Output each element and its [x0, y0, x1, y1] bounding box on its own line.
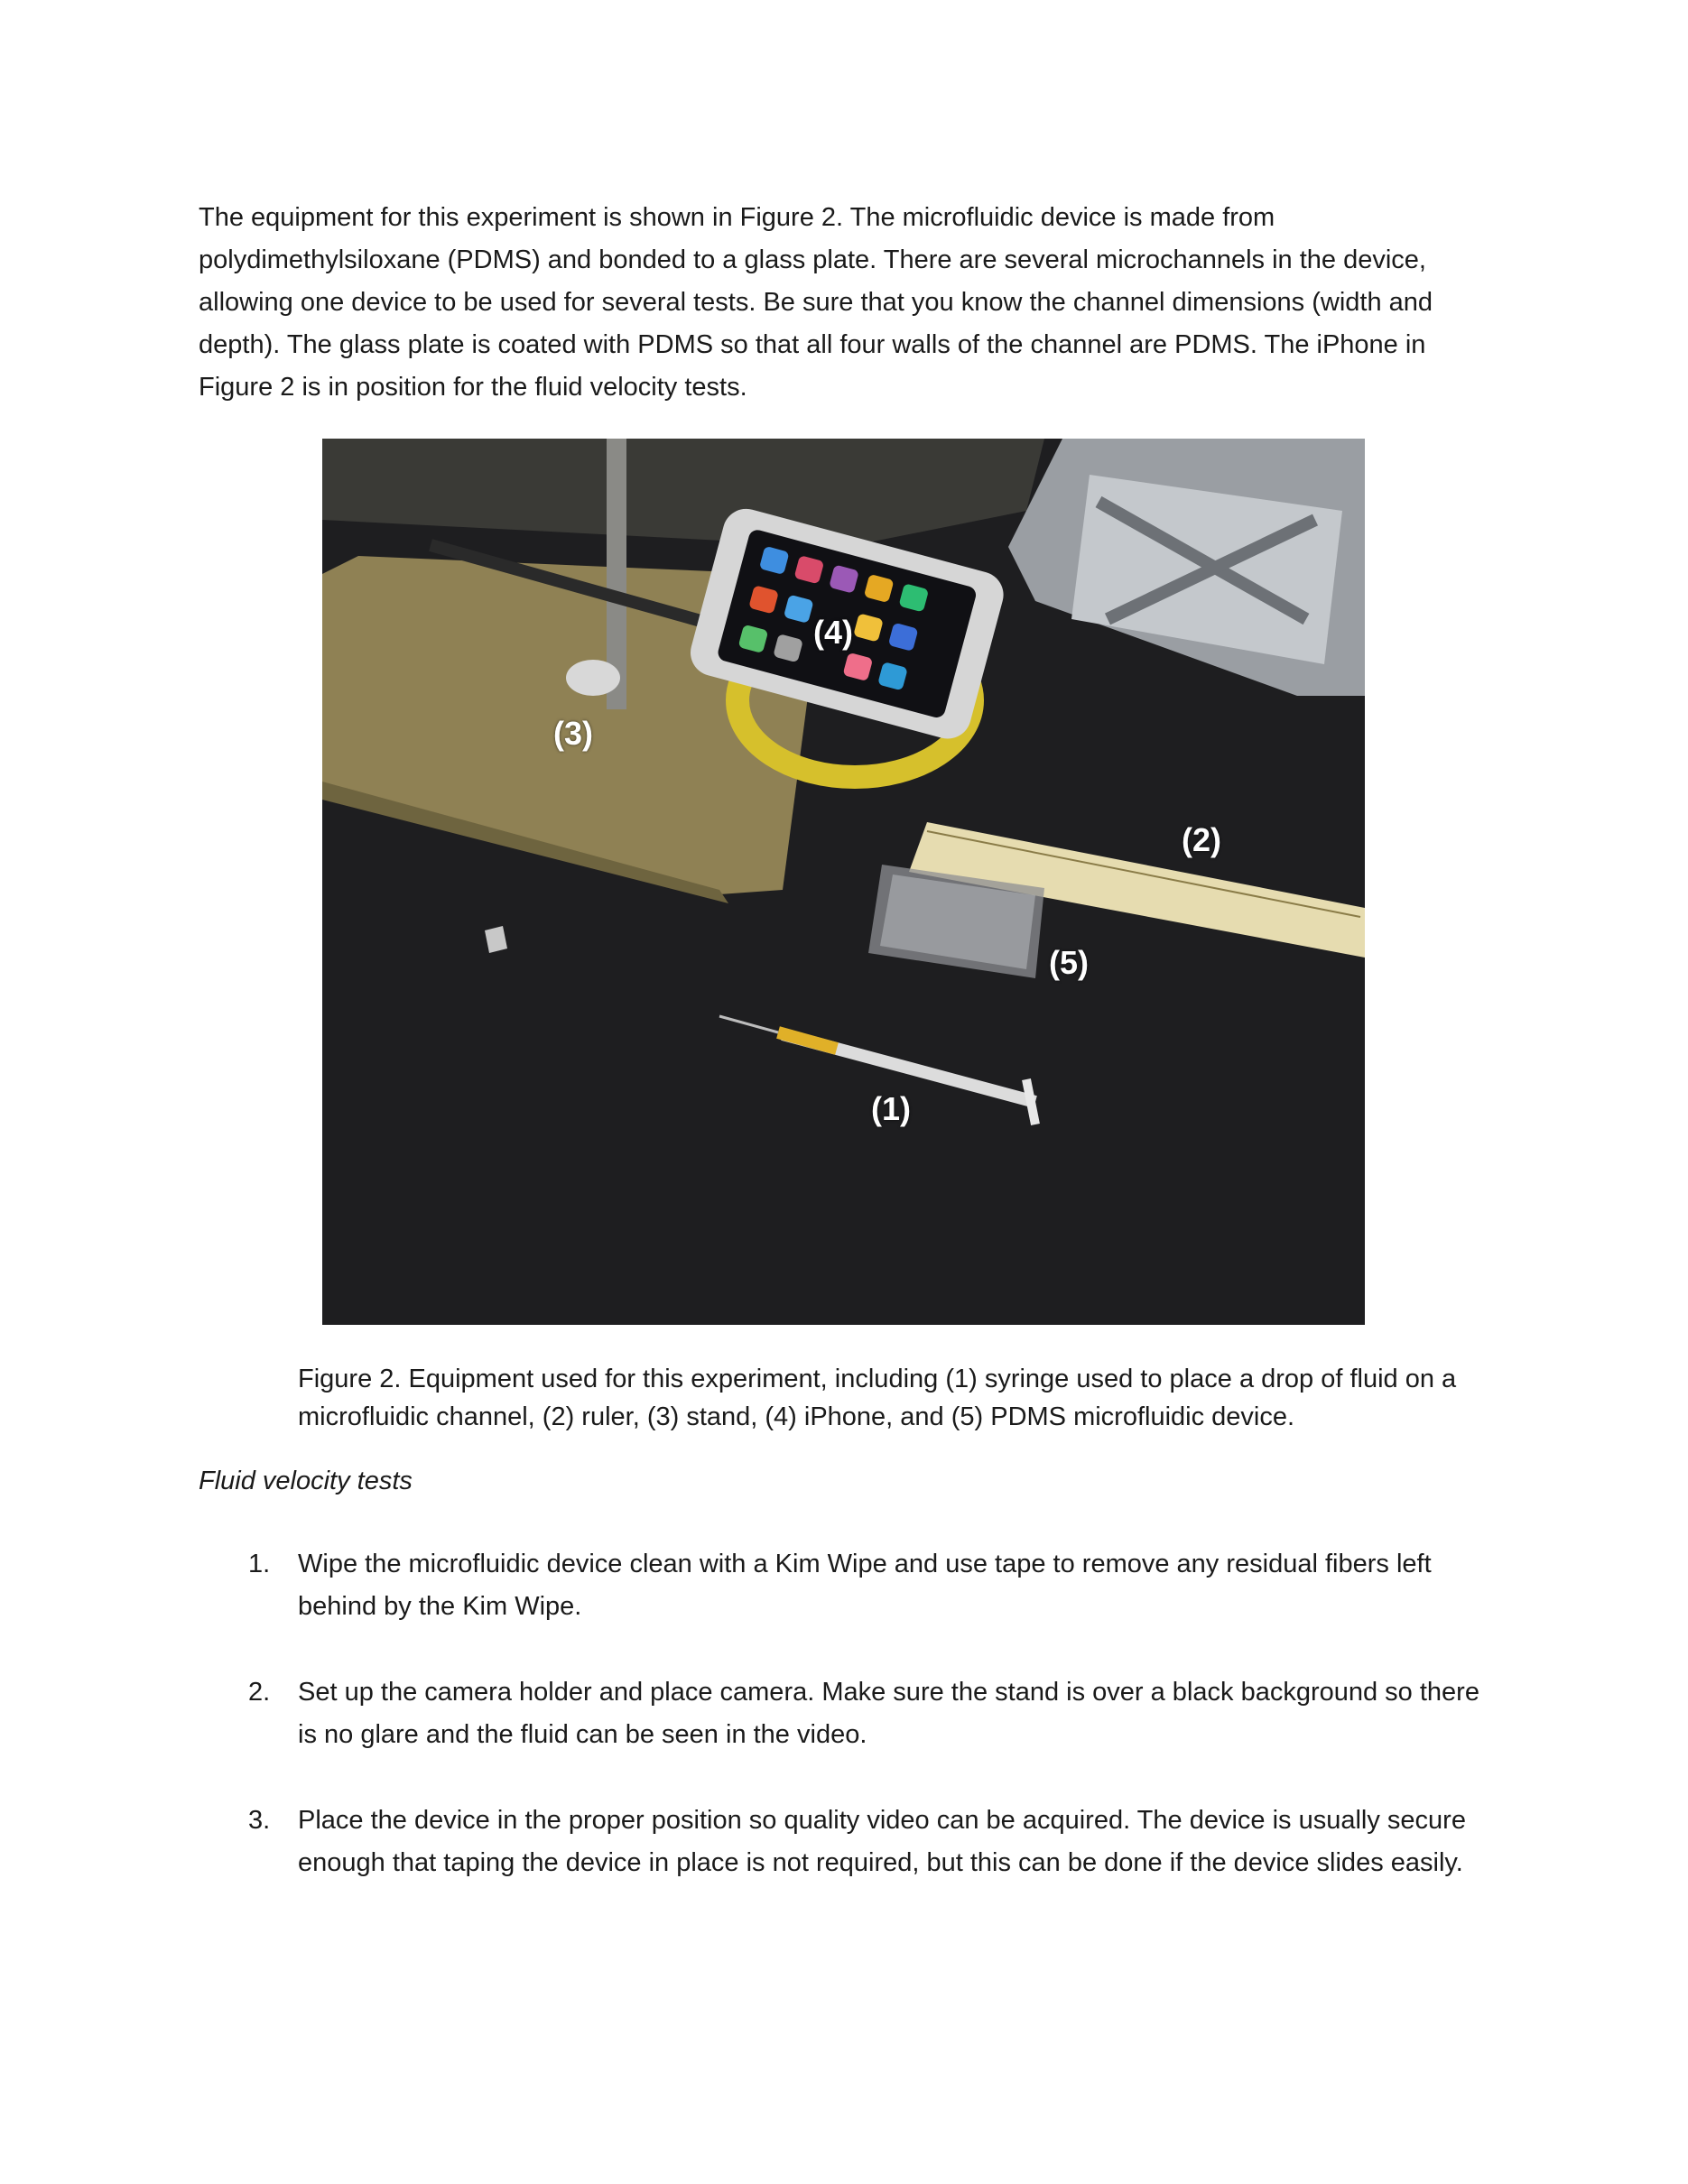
step-text: Wipe the microfluidic device clean with a Kim Wipe and use tape to remove any residual fibers left behind by the Kim Wipe.: [298, 1550, 1432, 1621]
list-item: [199, 1671, 1489, 1756]
intro-paragraph: The equipment for this experiment is shown in Figure 2. The microfluidic device is made from polydimethylsiloxane (PDMS) and bonded to a glass plate. There are several microchannels in the device, allowing one device to be used for several tests. Be sure that you know the channel dimensions (width and depth). The glass plate is coated with PDMS so that all four walls of the channel are PDMS. The iPhone in Figure 2 is in position for the fluid velocity tests.: [199, 203, 1433, 402]
equipment-photo: [322, 439, 1365, 1325]
section-title: Fluid velocity tests: [199, 1467, 413, 1495]
label-iphone: (4): [813, 614, 853, 651]
procedure-steps: [199, 1543, 1489, 1884]
label-syringe: (1): [871, 1090, 911, 1127]
step-number: 1.: [248, 1550, 271, 1578]
step-number: 2.: [248, 1678, 271, 1707]
label-pdms-device: (5): [1049, 944, 1089, 981]
equipment-photo-illustration: [322, 439, 1365, 1325]
step-number: 3.: [248, 1806, 271, 1835]
step-text: Place the device in the proper position so quality video can be acquired. The device is usually secure enough that taping the device in place is not required, but this can be done if the device slides easily.: [298, 1806, 1466, 1877]
list-item: [199, 1800, 1489, 1884]
step-text: Set up the camera holder and place camera. Make sure the stand is over a black background so there is no glare and the fluid can be seen in the video.: [298, 1678, 1479, 1749]
label-ruler: (2): [1182, 821, 1221, 858]
list-item: [199, 1543, 1489, 1628]
label-stand: (3): [553, 715, 593, 752]
figure-caption: Figure 2. Equipment used for this experiment, including (1) syringe used to place a drop of fluid on a microfluidic channel, (2) ruler, (3) stand, (4) iPhone, and (5) PDMS microfluidic device.: [298, 1365, 1457, 1431]
